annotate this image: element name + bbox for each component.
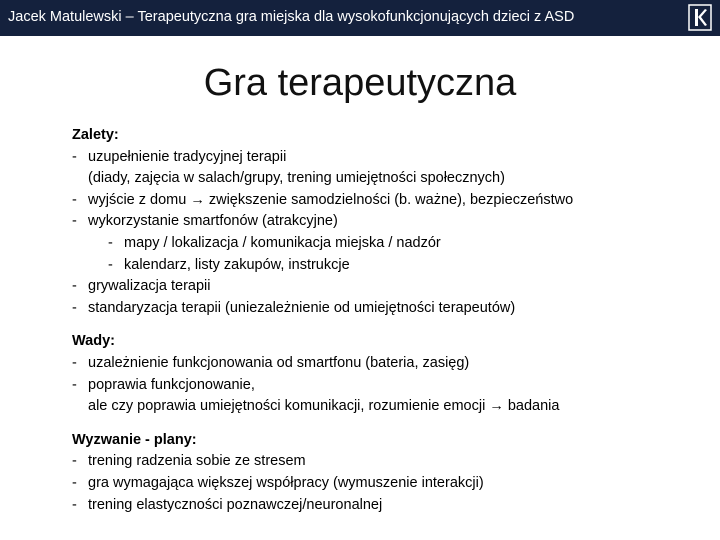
list-item: - trening elastyczności poznawczej/neuronalnej: [72, 496, 383, 513]
list-item: - poprawia funkcjonowanie,: [72, 376, 255, 393]
list-item: - standaryzacja terapii (uniezależnienie od umiejętności terapeutów): [72, 299, 516, 316]
list-item-continuation: ale czy poprawia umiejętności komunikacji, rozumienie emocji → badania: [88, 398, 560, 415]
university-logo-icon: [688, 4, 712, 31]
list-item: - grywalizacja terapii: [72, 278, 211, 295]
list-item: - trening radzenia sobie ze stresem: [72, 453, 306, 470]
list-item: - gra wymagająca większej współpracy (wymuszenie interakcji): [72, 474, 484, 491]
sub-list-item: - mapy / lokalizacja / komunikacja miejska / nadzór: [108, 234, 441, 251]
header-bar: [0, 0, 720, 36]
list-item: - uzależnienie funkcjonowania od smartfonu (bateria, zasięg): [72, 354, 470, 371]
section-heading-zalety: Zalety:: [72, 127, 119, 143]
section-heading-wady: Wady:: [72, 333, 115, 350]
section-heading-wyzwanie: Wyzwanie - plany:: [72, 431, 197, 448]
list-item: - wykorzystanie smartfonów (atrakcyjne): [72, 213, 338, 230]
slide-body: [72, 125, 712, 516]
slide-title: Gra terapeutyczna: [203, 62, 517, 104]
list-item-continuation: (diady, zajęcia w salach/grupy, trening umiejętności społecznych): [88, 170, 505, 187]
list-item: - wyjście z domu → zwiększenie samodzielności (b. ważne), bezpieczeństwo: [72, 191, 574, 208]
sub-list-item: - kalendarz, listy zakupów, instrukcje: [108, 256, 350, 273]
header-title: Jacek Matulewski – Terapeutyczna gra miejska dla wysokofunkcjonujących dzieci z ASD: [8, 9, 575, 25]
list-item: - uzupełnienie tradycyjnej terapii: [72, 148, 287, 165]
